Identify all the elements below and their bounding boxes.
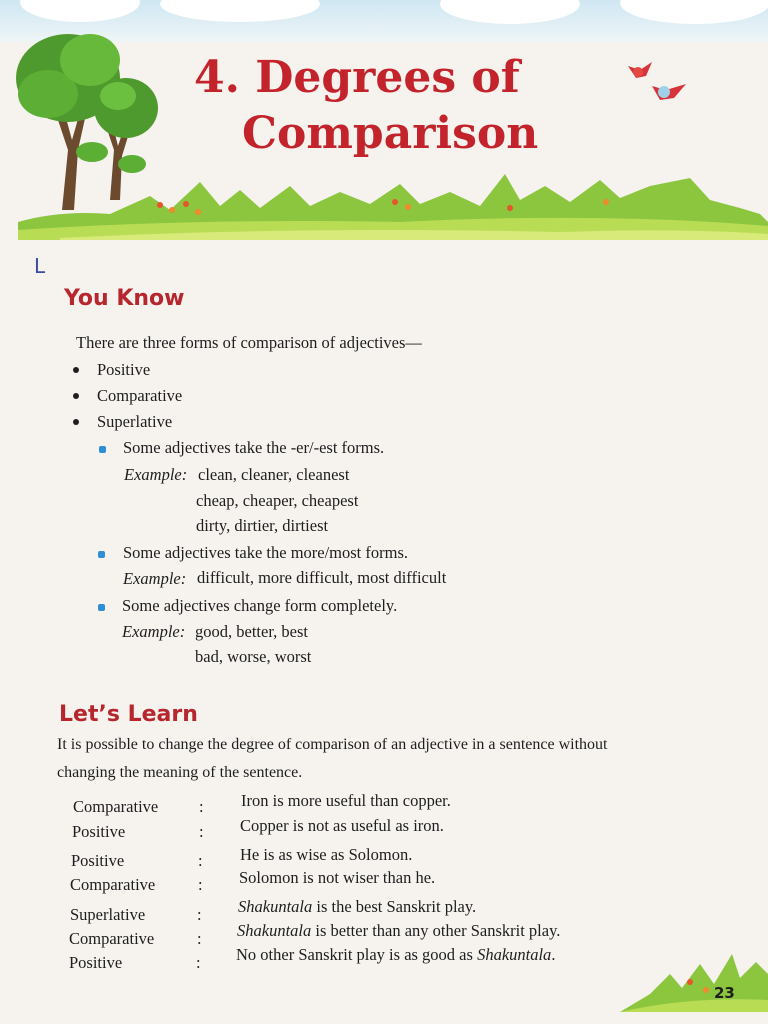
colon: : — [197, 929, 202, 948]
trees-icon — [16, 34, 158, 210]
example-sentence: Solomon is not wiser than he. — [239, 868, 436, 887]
footer-grass-icon — [610, 944, 768, 1014]
grass-strip-icon — [18, 174, 768, 240]
form-item: Superlative — [97, 412, 173, 431]
example-sentence: Iron is more useful than copper. — [241, 791, 451, 810]
you-know-heading: You Know — [64, 286, 185, 311]
lets-learn-heading: Let’s Learn — [59, 702, 198, 727]
sentence-rest: is better than any other Sanskrit play. — [311, 921, 561, 940]
sentence-rest: No other Sanskrit play is as good as — [236, 945, 478, 964]
example-text: cheap, cheaper, cheapest — [196, 491, 359, 510]
example-label: Example: — [122, 622, 186, 641]
degree-label: Positive — [71, 851, 125, 870]
example-sentence: Copper is not as useful as iron. — [240, 816, 444, 835]
form-item: Comparative — [97, 386, 183, 405]
bullet-icon — [73, 419, 79, 425]
title-line-2: Comparison — [242, 108, 539, 159]
form-item: Positive — [97, 360, 151, 379]
square-bullet-icon — [99, 446, 106, 453]
rule-text: Some adjectives change form completely. — [122, 596, 398, 615]
sentence-rest: is the best Sanskrit play. — [312, 897, 477, 916]
play-title: Shakuntala — [237, 921, 312, 940]
example-text: good, better, best — [195, 622, 308, 641]
lets-learn-intro-2: changing the meaning of the sentence. — [57, 764, 303, 781]
handwritten-mark: L — [34, 254, 46, 278]
degree-label: Positive — [72, 822, 126, 841]
colon: : — [198, 851, 203, 870]
you-know-intro: There are three forms of comparison of adjectives— — [76, 333, 422, 352]
colon: : — [199, 797, 204, 816]
degree-label: Comparative — [73, 797, 159, 816]
example-label: Example: — [123, 569, 187, 588]
bullet-icon — [73, 393, 79, 399]
example-sentence — [238, 897, 476, 917]
rule-text: Some adjectives take the -er/-est forms. — [123, 438, 385, 457]
play-title: Shakuntala — [477, 945, 552, 964]
example-text: difficult, more difficult, most difficult — [197, 568, 447, 587]
degree-label: Positive — [69, 953, 123, 972]
lets-learn-intro-1: It is possible to change the degree of comparison of an adjective in a sentence without — [57, 736, 608, 753]
page-title — [190, 50, 550, 162]
degree-label: Comparative — [70, 875, 156, 894]
play-title: Shakuntala — [238, 897, 313, 916]
page-number: 23 — [714, 984, 735, 1002]
colon: : — [197, 905, 202, 924]
example-text: clean, cleaner, cleanest — [198, 465, 350, 484]
example-sentence — [236, 945, 555, 965]
example-text: dirty, dirtier, dirtiest — [196, 516, 329, 535]
degree-label: Superlative — [70, 905, 146, 924]
sentence-end: . — [551, 945, 556, 964]
degree-label: Comparative — [69, 929, 155, 948]
bullet-icon — [73, 367, 79, 373]
square-bullet-icon — [98, 551, 105, 558]
birds-icon — [628, 62, 686, 100]
example-sentence — [237, 921, 560, 941]
colon: : — [198, 875, 203, 894]
rule-text: Some adjectives take the more/most forms. — [123, 543, 409, 562]
example-sentence: He is as wise as Solomon. — [240, 845, 413, 864]
example-text: bad, worse, worst — [195, 647, 312, 666]
square-bullet-icon — [98, 604, 105, 611]
colon: : — [199, 822, 204, 841]
colon: : — [196, 953, 201, 972]
title-line-1: 4. Degrees of — [194, 52, 520, 103]
example-label: Example: — [124, 465, 188, 484]
